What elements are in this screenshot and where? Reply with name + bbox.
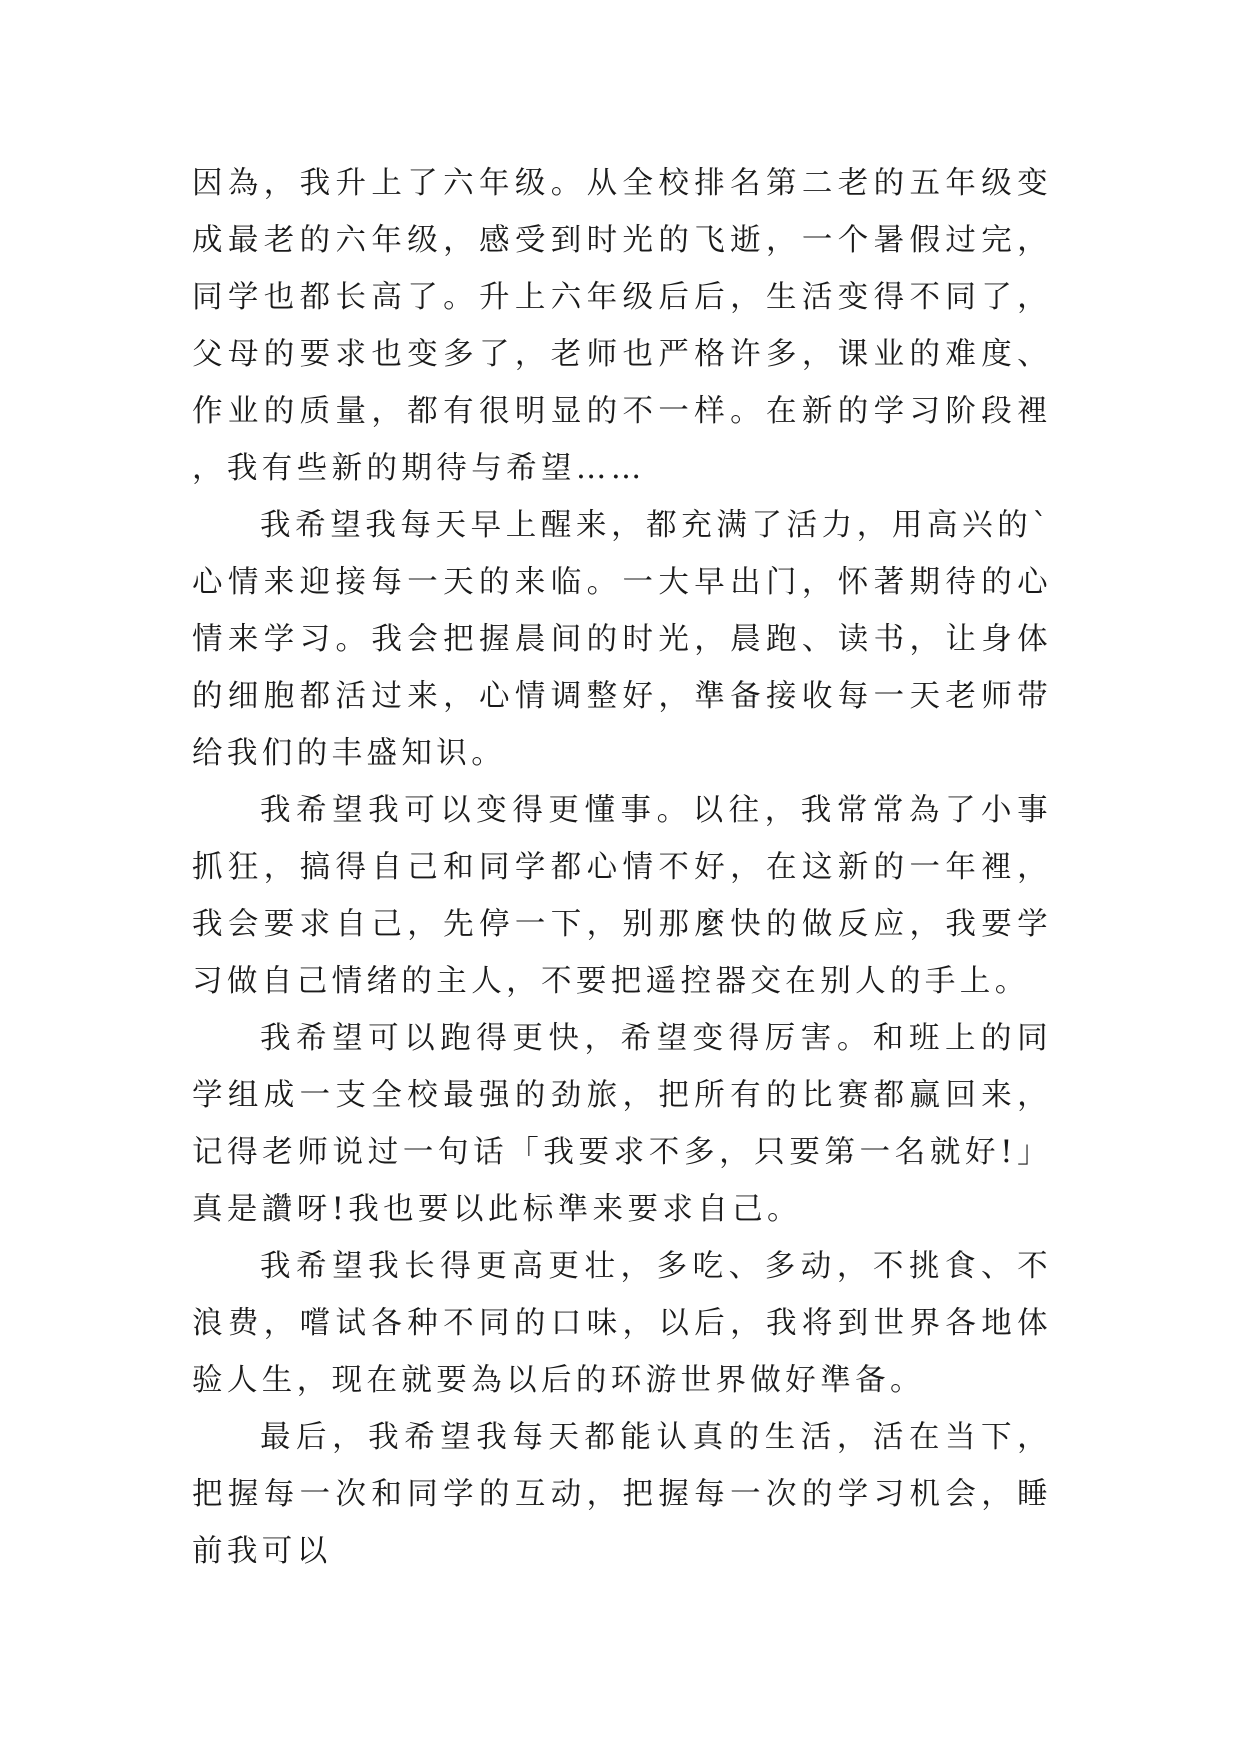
paragraph-growth-hope: 我希望我长得更高更壮，多吃、多动，不挑食、不浪费，嚐试各种不同的口味，以后，我将到世界各地体验人生，现在就要為以后的环游世界做好準备。 xyxy=(192,1249,1052,1398)
paragraph-intro: 因為，我升上了六年级。从全校排名第二老的五年级变成最老的六年级，感受到时光的飞逝，一个暑假过完，同学也都长高了。升上六年级后后，生活变得不同了，父母的要求也变多了，老师也严格许多，课业的难度、作业的质量，都有很明显的不一样。在新的学习阶段裡，我有些新的期待与希望…… xyxy=(192,166,1052,486)
paragraph-maturity-hope: 我希望我可以变得更懂事。以往，我常常為了小事抓狂，搞得自己和同学都心情不好，在这新的一年裡，我会要求自己，先停一下，别那麼快的做反应，我要学习做自己情绪的主人，不要把遥控器交在别人的手上。 xyxy=(192,793,1052,999)
paragraph-running-hope: 我希望可以跑得更快，希望变得厉害。和班上的同学组成一支全校最强的劲旅，把所有的比赛都赢回来，记得老师说过一句话「我要求不多，只要第一名就好!」真是讚呀!我也要以此标準来要求自己。 xyxy=(192,1021,1052,1227)
paragraph-final-hope: 最后，我希望我每天都能认真的生活，活在当下，把握每一次和同学的互动，把握每一次的学习机会，睡前我可以 xyxy=(192,1420,1052,1569)
document-body xyxy=(192,155,1052,1580)
paragraph-morning-hope: 我希望我每天早上醒来，都充满了活力，用高兴的`心情来迎接每一天的来临。一大早出门，怀著期待的心情来学习。我会把握晨间的时光，晨跑、读书，让身体的细胞都活过来，心情调整好，準备接收每一天老师带给我们的丰盛知识。 xyxy=(192,508,1052,771)
